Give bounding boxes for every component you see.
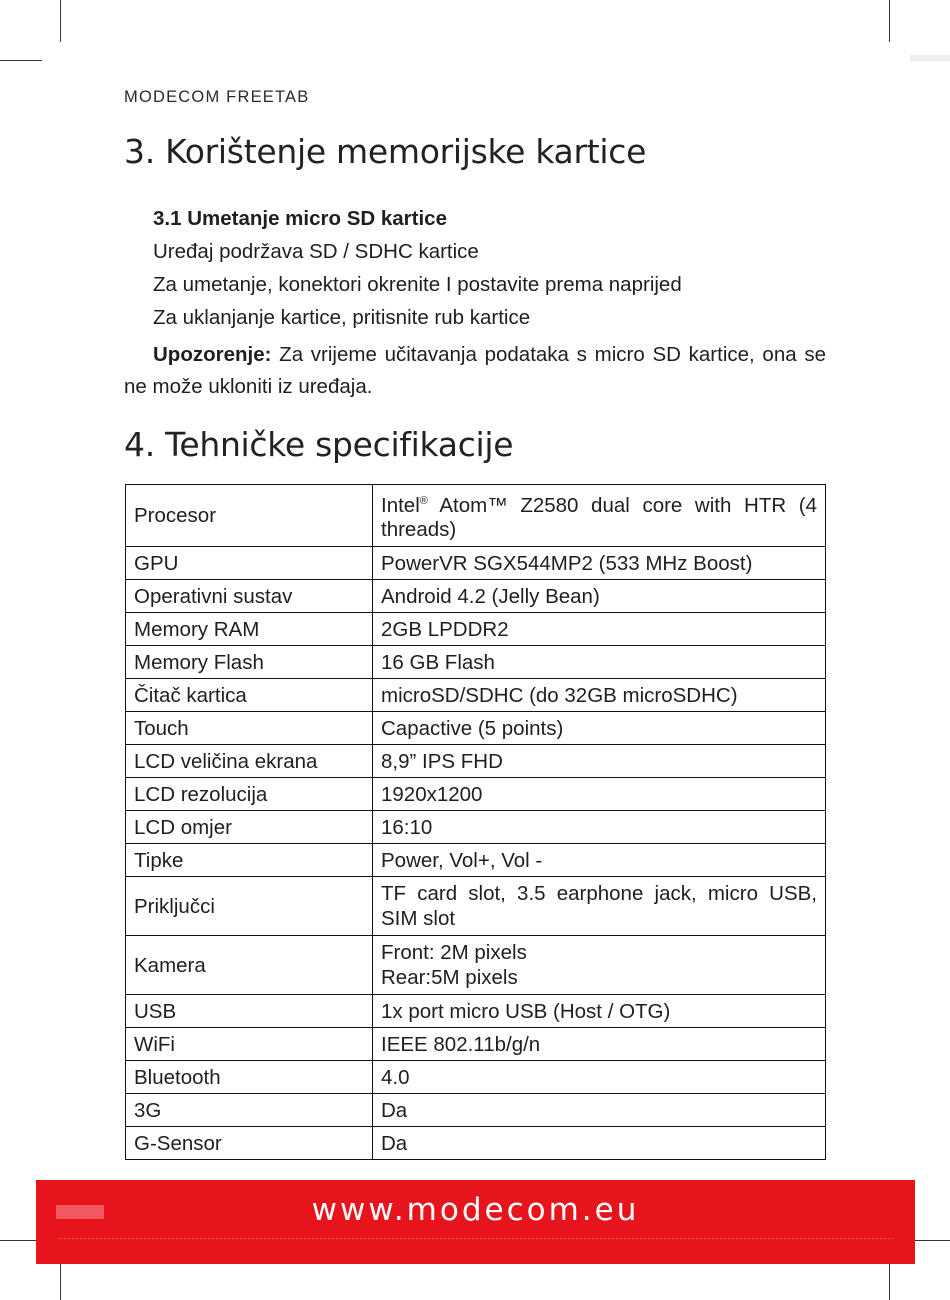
table-row xyxy=(126,936,826,995)
spec-value: TF card slot, 3.5 earphone jack, micro USB, SIM slot xyxy=(373,877,826,936)
crop-mark xyxy=(0,60,42,61)
table-row xyxy=(126,613,826,646)
table-row xyxy=(126,646,826,679)
spec-key: Procesor xyxy=(126,485,373,547)
spec-value: Capactive (5 points) xyxy=(373,712,826,745)
brand-header: MODECOM FREETAB xyxy=(124,88,310,106)
spec-value: Power, Vol+, Vol - xyxy=(373,844,826,877)
table-row xyxy=(126,1061,826,1094)
page-edge-shadow xyxy=(910,55,950,61)
spec-key: Tipke xyxy=(126,844,373,877)
table-row xyxy=(126,1094,826,1127)
table-row xyxy=(126,811,826,844)
registered-mark: ® xyxy=(419,494,428,507)
spec-value: 16 GB Flash xyxy=(373,646,826,679)
table-row xyxy=(126,547,826,580)
section-4-title: 4. Tehničke specifikacije xyxy=(124,425,514,464)
section-3-1-subtitle: 3.1 Umetanje micro SD kartice xyxy=(153,207,447,230)
warning-label: Upozorenje: xyxy=(153,343,272,366)
spec-value: 1920x1200 xyxy=(373,778,826,811)
footer-url[interactable]: www.modecom.eu xyxy=(311,1192,640,1228)
spec-value: 8,9” IPS FHD xyxy=(373,745,826,778)
footer-bar xyxy=(36,1180,915,1264)
crop-mark xyxy=(889,1258,890,1300)
section-3-title: 3. Korištenje memorijske kartice xyxy=(124,132,647,171)
table-row xyxy=(126,995,826,1028)
spec-key: LCD omjer xyxy=(126,811,373,844)
body-line: Za umetanje, konektori okrenite I postavite prema naprijed xyxy=(153,273,682,296)
crop-mark xyxy=(60,1258,61,1300)
body-line: Uređaj podržava SD / SDHC kartice xyxy=(153,240,479,263)
spec-key: GPU xyxy=(126,547,373,580)
spec-value: Da xyxy=(373,1094,826,1127)
table-row xyxy=(126,778,826,811)
spec-key: LCD rezolucija xyxy=(126,778,373,811)
spec-key: G-Sensor xyxy=(126,1127,373,1160)
table-row xyxy=(126,877,826,936)
spec-value-line: Front: 2M pixels xyxy=(381,941,527,964)
spec-value xyxy=(373,936,826,995)
table-row xyxy=(126,580,826,613)
spec-value: PowerVR SGX544MP2 (533 MHz Boost) xyxy=(373,547,826,580)
spec-key: Memory Flash xyxy=(126,646,373,679)
body-line: Za uklanjanje kartice, pritisnite rub kartice xyxy=(153,306,531,329)
spec-key: Priključci xyxy=(126,877,373,936)
spec-key: Čitač kartica xyxy=(126,679,373,712)
spec-key: 3G xyxy=(126,1094,373,1127)
spec-value: Intel® Atom™ Z2580 dual core with HTR (4 threads) xyxy=(373,485,826,547)
spec-value: 16:10 xyxy=(373,811,826,844)
spec-key: Touch xyxy=(126,712,373,745)
spec-key: USB xyxy=(126,995,373,1028)
spec-value: IEEE 802.11b/g/n xyxy=(373,1028,826,1061)
spec-value: 1x port micro USB (Host / OTG) xyxy=(373,995,826,1028)
spec-value: Da xyxy=(373,1127,826,1160)
spec-key: WiFi xyxy=(126,1028,373,1061)
crop-mark xyxy=(889,0,890,42)
warning-paragraph xyxy=(124,339,826,403)
spec-value: Android 4.2 (Jelly Bean) xyxy=(373,580,826,613)
spec-key: Kamera xyxy=(126,936,373,995)
table-row xyxy=(126,679,826,712)
spec-key: Bluetooth xyxy=(126,1061,373,1094)
spec-value: 2GB LPDDR2 xyxy=(373,613,826,646)
spec-value-line: Rear:5M pixels xyxy=(381,966,518,989)
table-row xyxy=(126,1127,826,1160)
spec-table xyxy=(125,484,826,1160)
table-row xyxy=(126,844,826,877)
table-row xyxy=(126,745,826,778)
table-row xyxy=(126,485,826,547)
spec-key: Memory RAM xyxy=(126,613,373,646)
crop-mark xyxy=(60,0,61,42)
spec-key: LCD veličina ekrana xyxy=(126,745,373,778)
spec-key: Operativni sustav xyxy=(126,580,373,613)
spec-value: microSD/SDHC (do 32GB microSDHC) xyxy=(373,679,826,712)
spec-value: 4.0 xyxy=(373,1061,826,1094)
table-row xyxy=(126,712,826,745)
warning-text: Za vrijeme učitavanja podataka s micro SD kartice, ona se ne može ukloniti iz uređaja. xyxy=(124,343,826,398)
table-row xyxy=(126,1028,826,1061)
